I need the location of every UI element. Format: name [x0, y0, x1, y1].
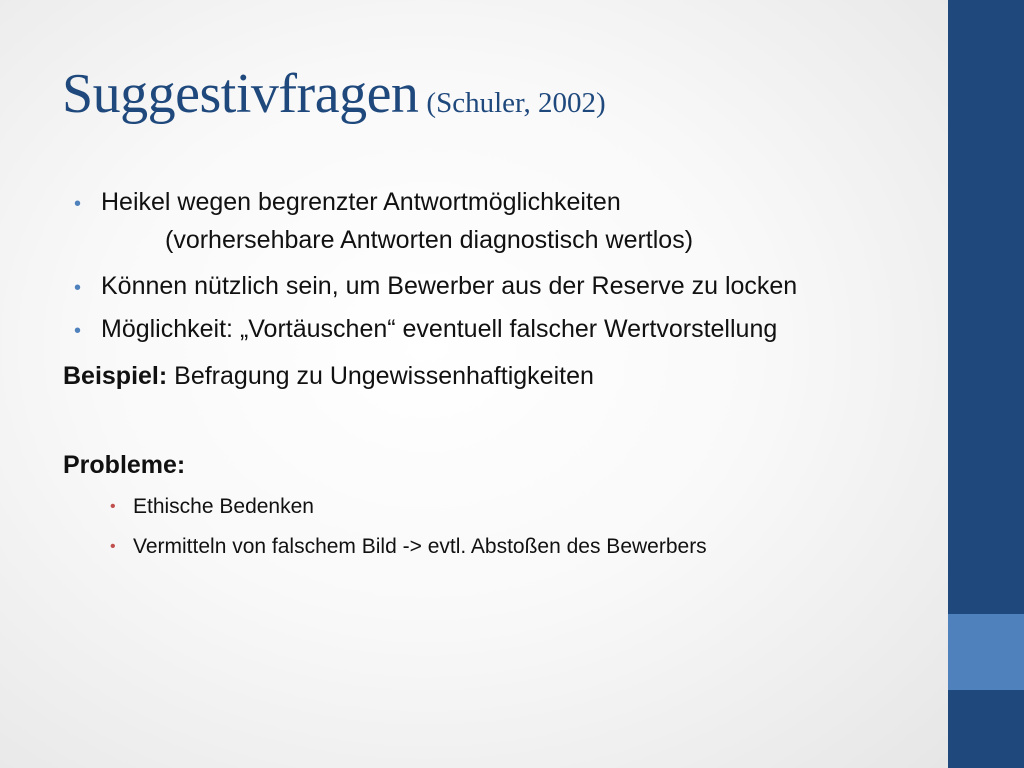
slide-title	[62, 62, 606, 126]
bullet-dot-icon: •	[110, 498, 116, 515]
problem-item-1: Ethische Bedenken	[133, 495, 314, 518]
bullet-3-text: Möglichkeit: „Vortäuschen“ eventuell falscher Wertvorstellung	[101, 315, 778, 343]
example-label: Beispiel:	[63, 362, 168, 390]
bullet-dot-icon: •	[74, 320, 82, 342]
bullet-dot-icon: •	[74, 193, 82, 215]
problems-label: Probleme:	[63, 451, 186, 479]
sidebar-accent-block	[948, 614, 1024, 690]
bullet-dot-icon: •	[74, 277, 82, 299]
title-source: (Schuler, 2002)	[426, 87, 606, 119]
bullet-1-text: Heikel wegen begrenzter Antwortmöglichkeiten	[101, 188, 621, 216]
title-main: Suggestivfragen	[62, 63, 419, 125]
problem-item-2: Vermitteln von falschem Bild -> evtl. Abstoßen des Bewerbers	[133, 535, 707, 558]
bullet-dot-icon: •	[110, 538, 116, 555]
example-line	[63, 362, 594, 391]
example-text: Befragung zu Ungewissenhaftigkeiten	[174, 362, 594, 390]
problems-heading	[63, 451, 185, 480]
bullet-2-text: Können nützlich sein, um Bewerber aus der Reserve zu locken	[101, 272, 798, 300]
bullet-1-continuation: (vorhersehbare Antworten diagnostisch wertlos)	[165, 226, 694, 254]
